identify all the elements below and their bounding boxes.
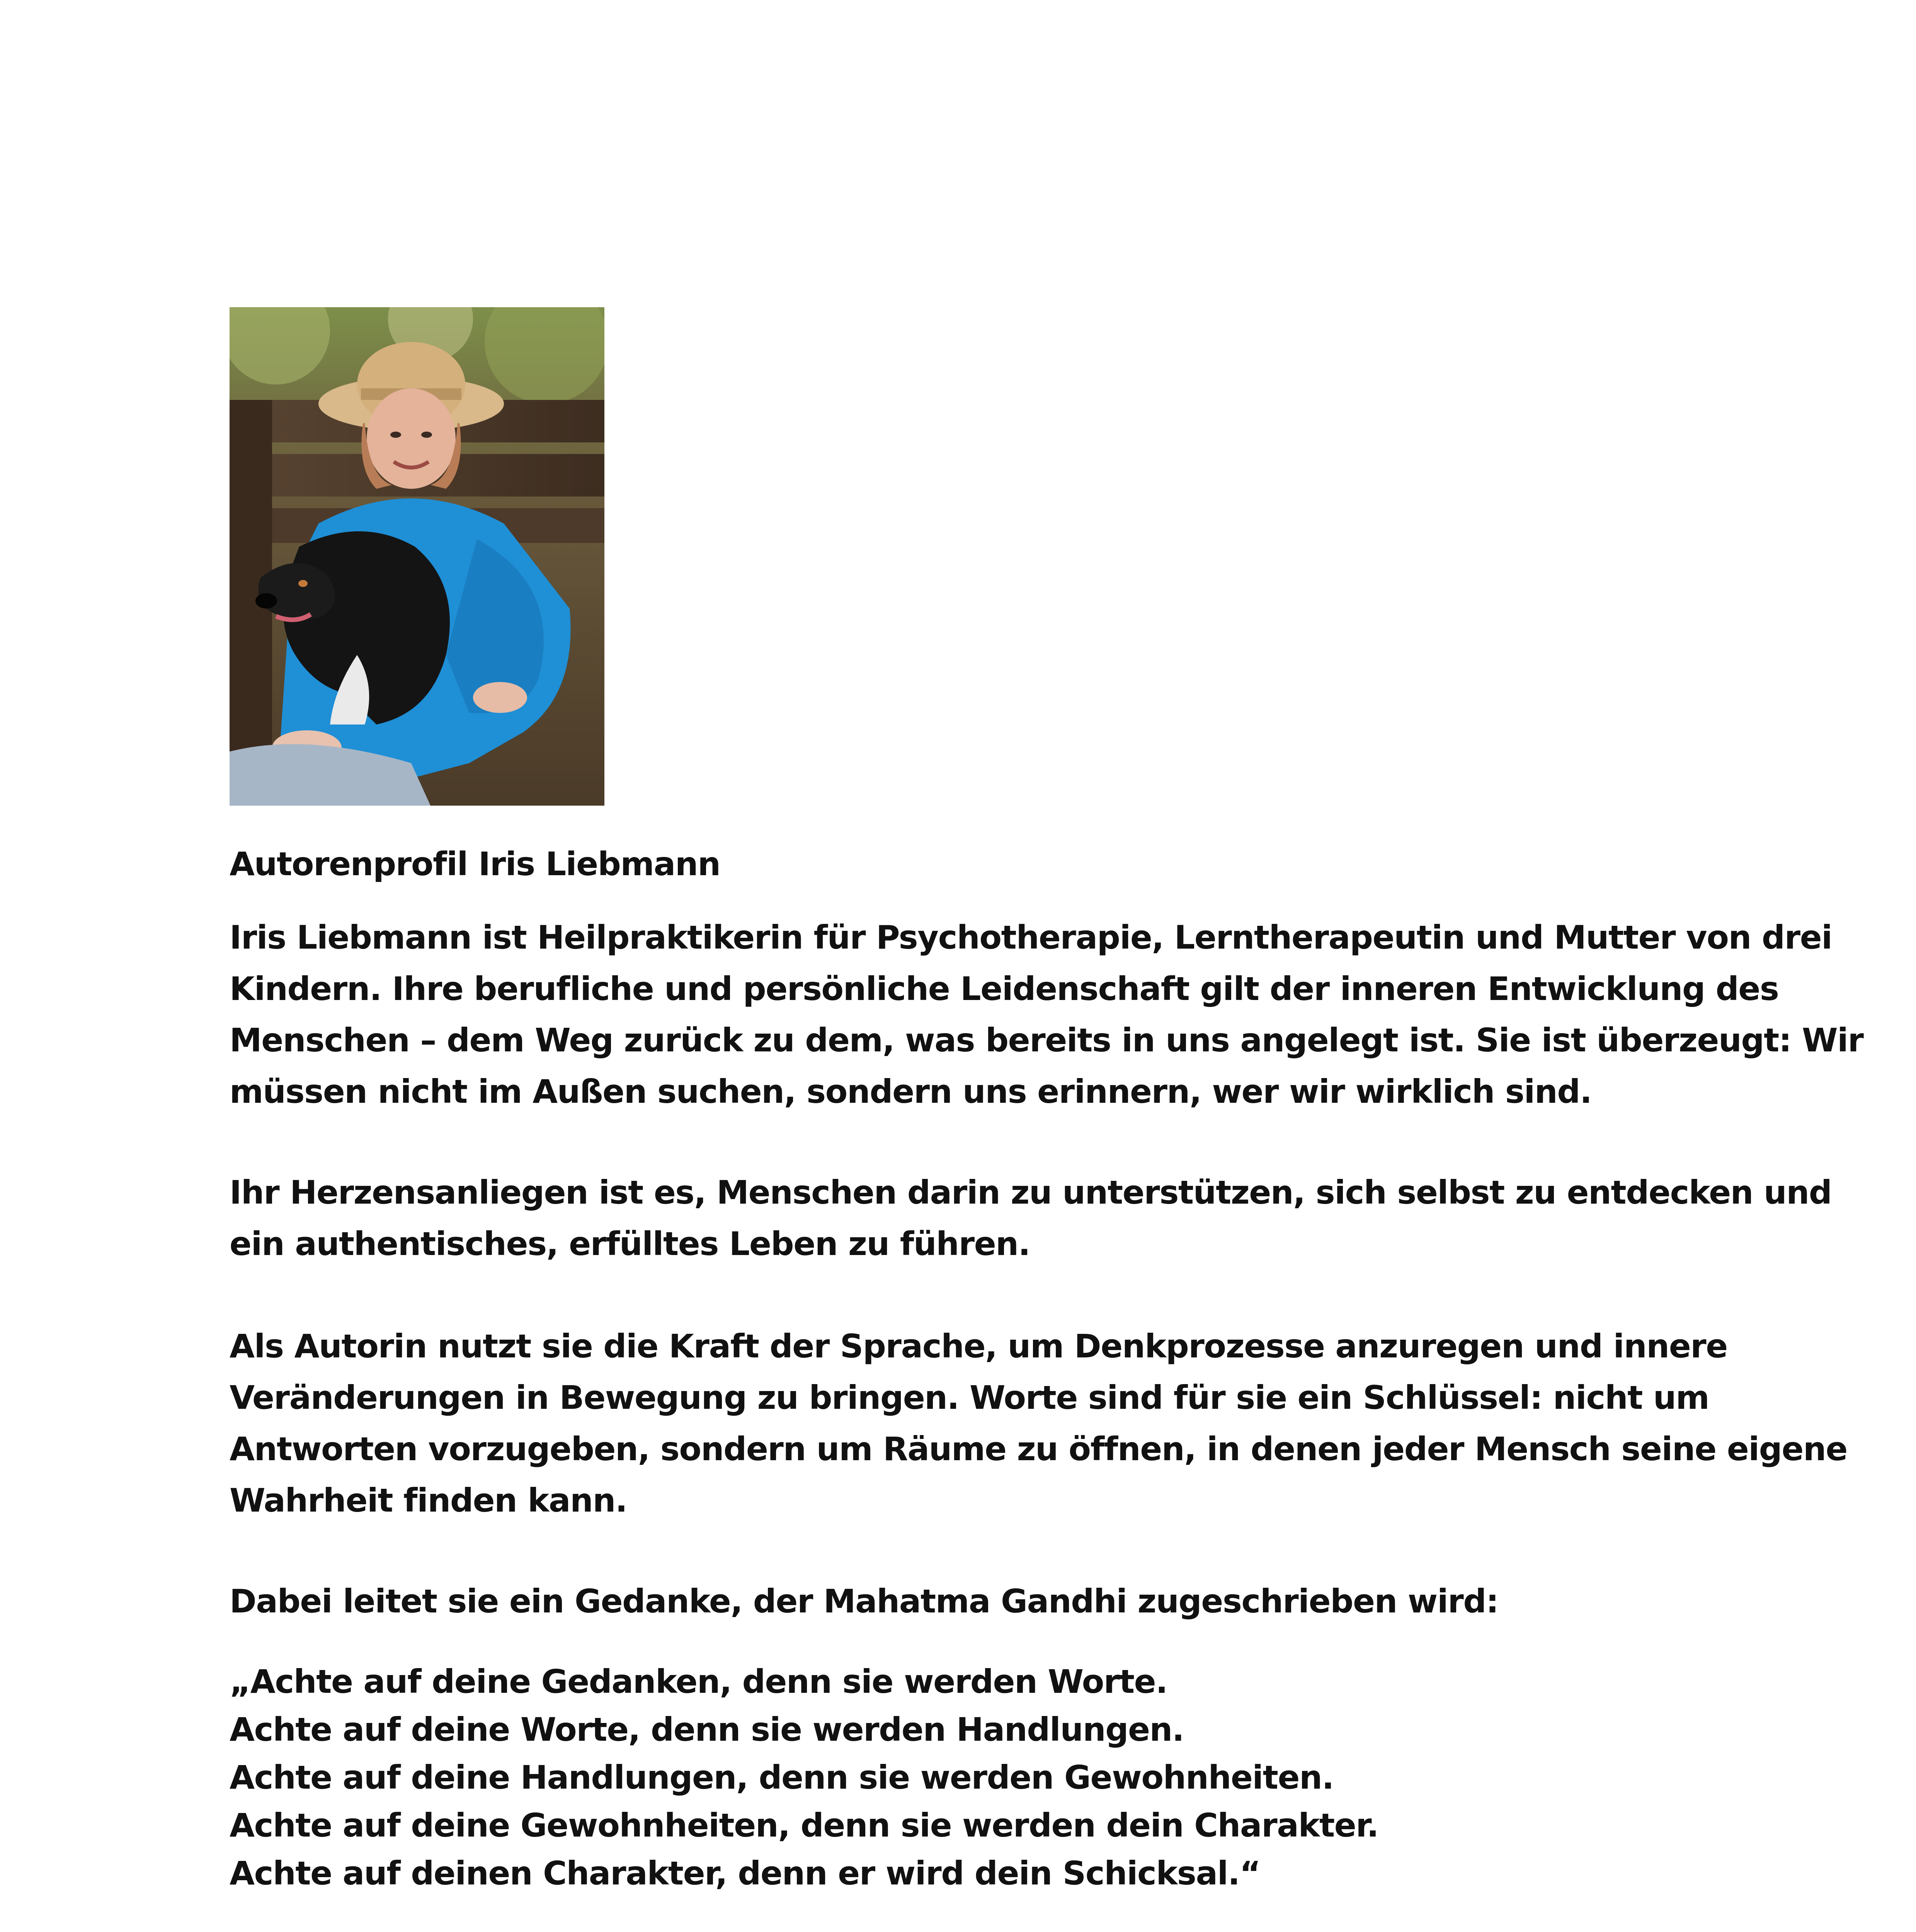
author-photo-illustration xyxy=(230,307,604,806)
bio-paragraph-2 xyxy=(230,1167,1832,1270)
text-line: ein authentisches, erfülltes Leben zu führen. xyxy=(230,1225,1030,1263)
text-line: Als Autorin nutzt sie die Kraft der Sprache, um Denkprozesse anzuregen und innere xyxy=(230,1327,1727,1365)
quote-line: Achte auf deine Handlungen, denn sie werden Gewohnheiten. xyxy=(230,1759,1334,1796)
text-line: Menschen – dem Weg zurück zu dem, was bereits in uns angelegt ist. Sie ist überzeugt: Wir xyxy=(230,1021,1863,1059)
text-line: Wahrheit finden kann. xyxy=(230,1481,627,1519)
text-line: Kindern. Ihre berufliche und persönliche Leidenschaft gilt der inneren Entwicklung des xyxy=(230,970,1779,1008)
quote-line: Achte auf deine Worte, denn sie werden Handlungen. xyxy=(230,1711,1184,1748)
bio-paragraph-3 xyxy=(230,1321,1847,1526)
text-line: Iris Liebmann ist Heilpraktikerin für Psychotherapie, Lerntherapeutin und Mutter von drei xyxy=(230,918,1832,956)
text-line: müssen nicht im Außen suchen, sondern uns erinnern, wer wir wirklich sind. xyxy=(230,1073,1592,1111)
quote-line: Achte auf deine Gewohnheiten, denn sie werden dein Charakter. xyxy=(230,1806,1378,1844)
quote-line: „Achte auf deine Gedanken, denn sie werden Worte. xyxy=(230,1663,1167,1701)
heading-text: Autorenprofil Iris Liebmann xyxy=(230,845,720,883)
quote-line: Achte auf deinen Charakter, denn er wird dein Schicksal.“ xyxy=(230,1854,1261,1892)
text-line: Antworten vorzugeben, sondern um Räume zu öffnen, in denen jeder Mensch seine eigene xyxy=(230,1430,1847,1468)
text-line: Veränderungen in Bewegung zu bringen. Worte sind für sie ein Schlüssel: nicht um xyxy=(230,1379,1709,1417)
section-heading xyxy=(230,838,1737,890)
author-photo xyxy=(230,307,604,806)
bio-paragraph-1 xyxy=(230,912,1863,1117)
gandhi-quote xyxy=(230,1658,1737,1897)
text-line: Dabei leitet sie ein Gedanke, der Mahatma Gandhi zugeschrieben wird: xyxy=(230,1582,1499,1620)
quote-intro-paragraph xyxy=(230,1576,1737,1627)
text-line: Ihr Herzensanliegen ist es, Menschen darin zu unterstützen, sich selbst zu entdecken und xyxy=(230,1173,1832,1211)
